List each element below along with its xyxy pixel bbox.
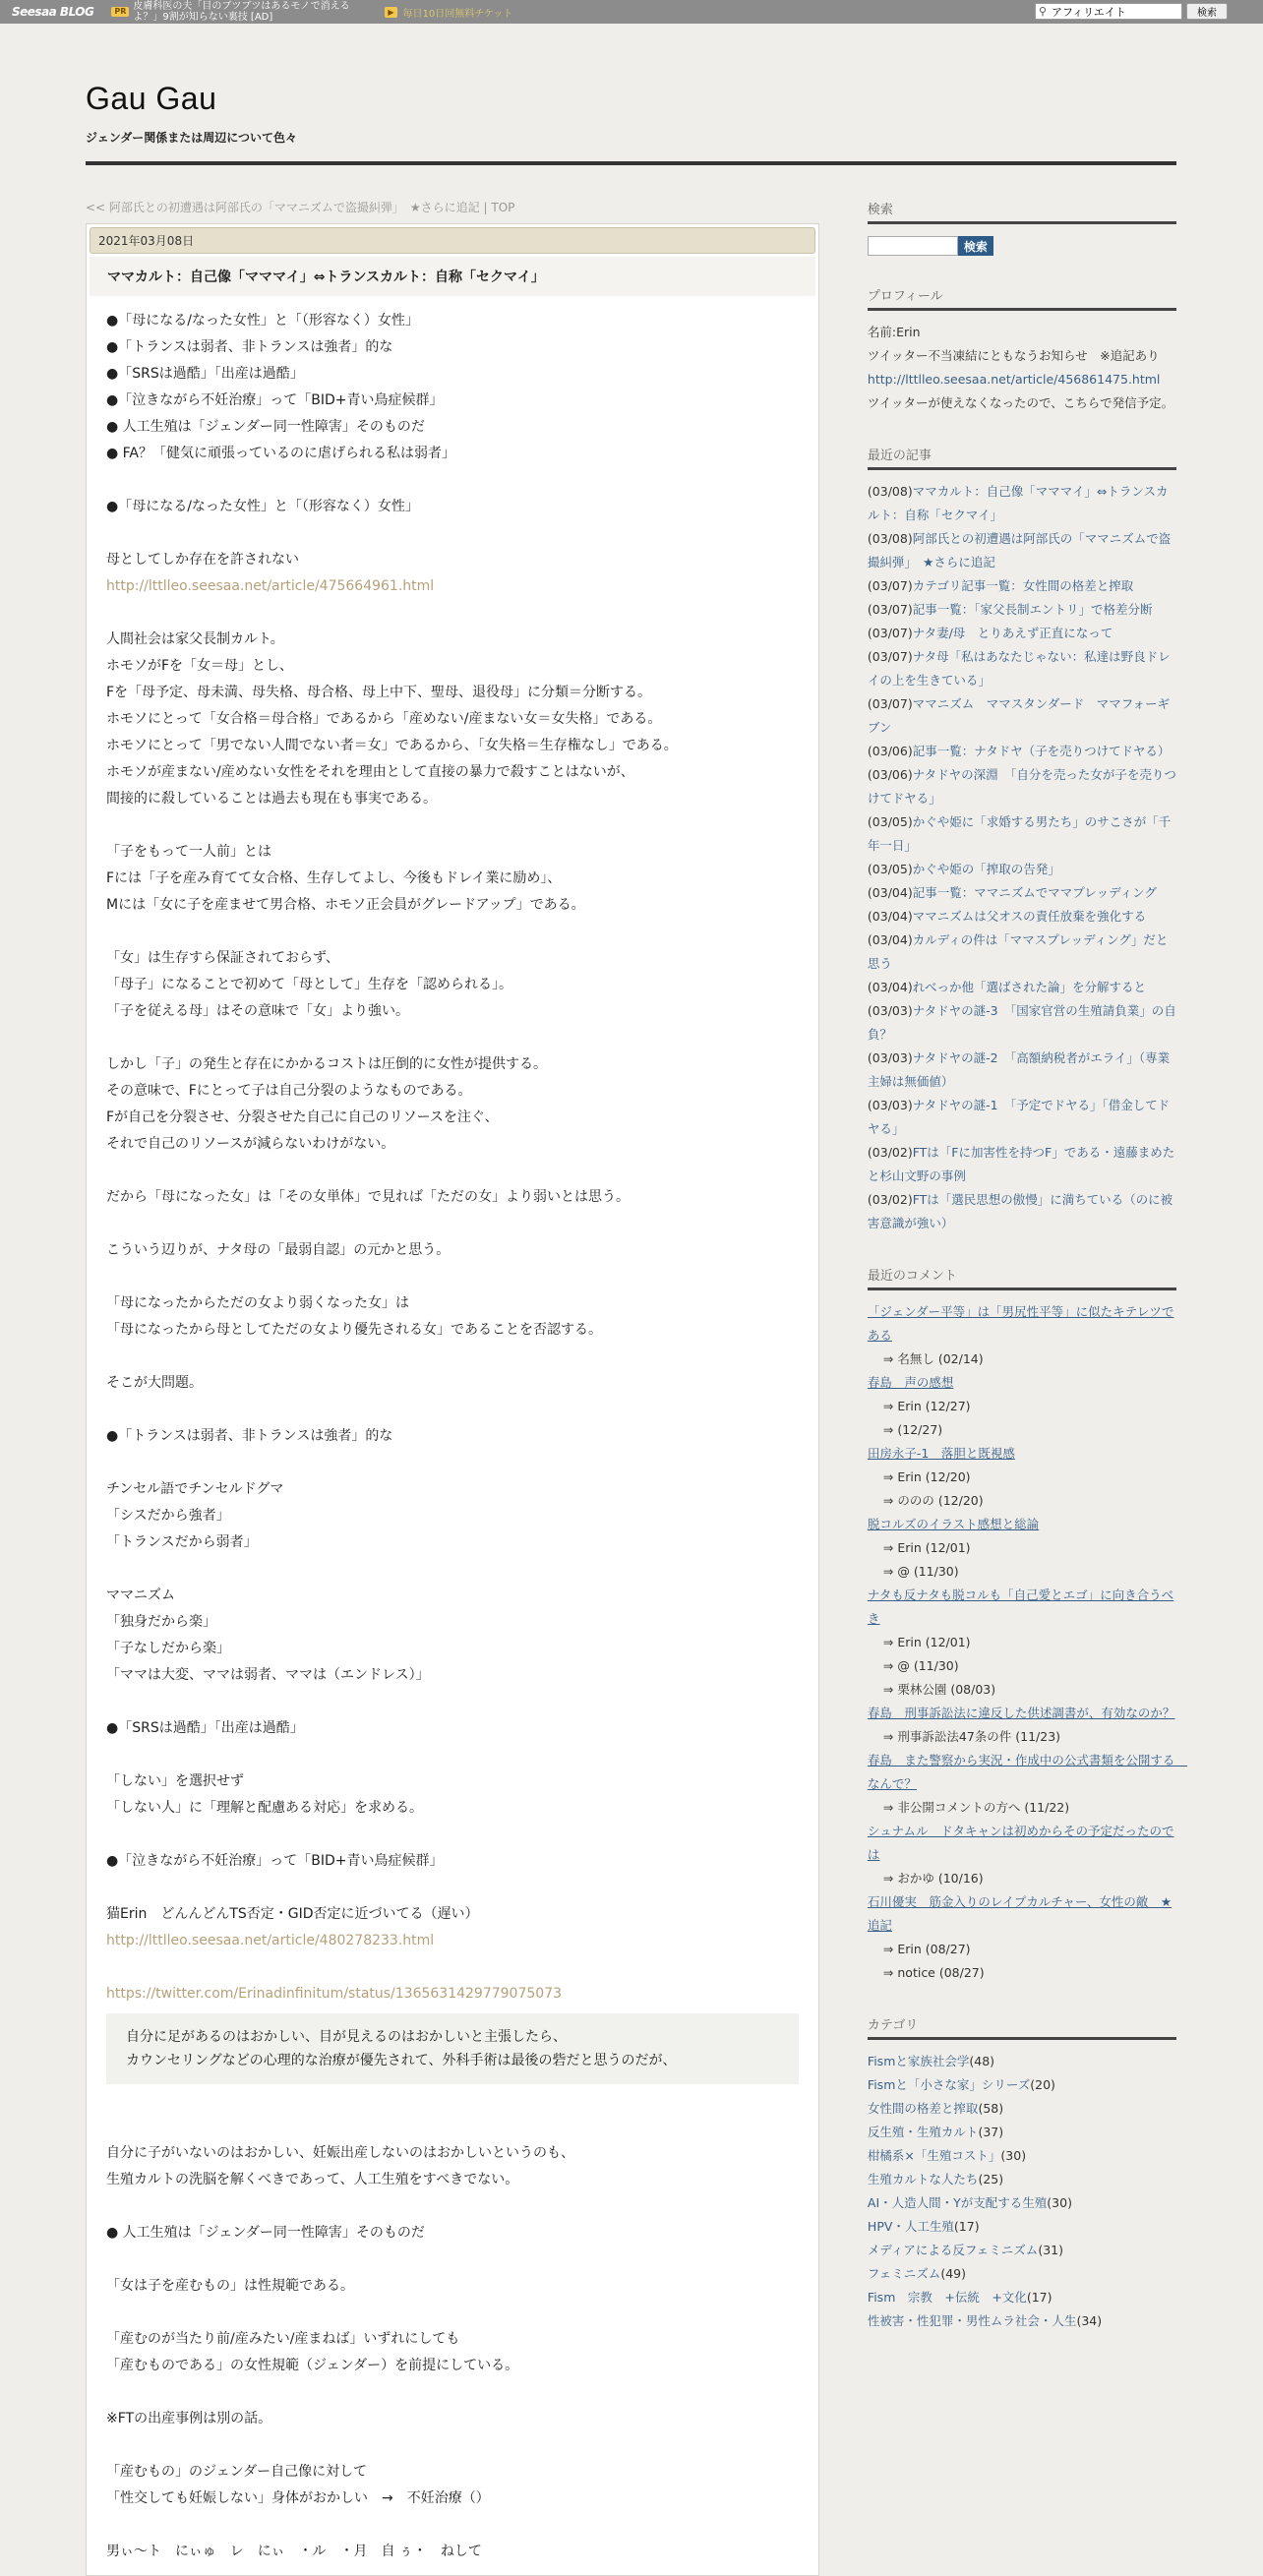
comment-item[interactable]: ⇒ 刑事訴訟法47条の件 (11/23) <box>882 1729 1061 1744</box>
recent-article-item <box>868 929 1176 976</box>
top-search <box>1035 3 1228 20</box>
article-date: (03/03) <box>867 1098 913 1112</box>
profile-note: ツイッター不当凍結にともなうお知らせ ※追記あり <box>867 348 1160 363</box>
category-link[interactable]: フェミニズム <box>867 2266 941 2281</box>
category-item <box>868 2239 1176 2262</box>
post-line: 「性交しても妊娠しない」身体がおかしい → 不妊治療（） <box>106 2490 490 2506</box>
post-lines <box>106 308 799 2007</box>
post-title[interactable]: ママカルト：自己像「マママイ」⇔トランスカルト：自称「セクマイ」 <box>90 257 815 296</box>
recent-article-item <box>868 1141 1176 1188</box>
site-title[interactable]: Gau Gau <box>86 81 217 116</box>
post-line: チンセル語でチンセルドグマ <box>106 1481 284 1497</box>
top-link[interactable]: TOP <box>491 201 515 214</box>
recent-article-item <box>868 645 1176 692</box>
prev-post-link[interactable]: << 阿部氏との初遭遇は阿部氏の「ママニズムで盗撮糾弾」 ★さらに追記 <box>86 201 480 214</box>
side-search-form <box>868 236 1176 256</box>
post-line: 「子をもって一人前」とは <box>106 844 271 860</box>
post-link-line <box>106 573 799 600</box>
sidebar <box>867 199 1187 2576</box>
post-line: Fが自己を分裂させ、分裂させた自己に自己のリソースを注ぐ、 <box>106 1109 499 1125</box>
post-line: そこが大問題。 <box>106 1375 203 1391</box>
post-line: 「女は子を産むもの」は性規範である。 <box>106 2278 354 2294</box>
post-line: ●「母になる/なった女性」と「（形容なく）女性」 <box>106 499 419 514</box>
article-date: (03/07) <box>867 626 913 640</box>
top-ad[interactable] <box>111 1 367 23</box>
post-link[interactable]: https://twitter.com/Erinadinfinitum/status/1365631429779075073 <box>106 1986 563 2002</box>
article-link[interactable]: 記事一覧：ママニズムでママプレッディング <box>912 885 1157 900</box>
blank-line <box>106 1211 799 1237</box>
comment-item[interactable]: ⇒ (12/27) <box>882 1422 943 1437</box>
post-lines-2 <box>106 2114 799 2565</box>
nav-separator: | <box>479 201 492 214</box>
category-item <box>868 2168 1176 2191</box>
article-link[interactable]: ナタドヤの謎-3 「国家官営の生殖請負業」の自負？ <box>867 1003 1176 1042</box>
blank-line <box>106 919 799 945</box>
categories-heading: カテゴリ <box>868 2014 1176 2040</box>
article-link[interactable]: FTは「Fに加害性を持つF」である・遠藤まめたと杉山文野の事例 <box>867 1145 1175 1183</box>
article-link[interactable]: かぐや姫の「搾取の告発」 <box>912 862 1060 876</box>
post-link[interactable]: http://lttlleo.seesaa.net/article/480278233.html <box>106 1933 435 1948</box>
side-search-input[interactable] <box>868 236 958 256</box>
blank-line <box>106 2247 799 2273</box>
post-line: ●「SRSは過酷」「出産は過酷」 <box>106 1720 304 1736</box>
category-item <box>868 2073 1176 2097</box>
profile-section <box>868 285 1176 415</box>
search-heading: 検索 <box>868 199 1176 224</box>
post-line: ●「泣きながら不妊治療」って「BID+青い鳥症候群」 <box>106 392 444 408</box>
article-date: (03/03) <box>867 1003 913 1018</box>
article-date: (03/04) <box>867 885 913 900</box>
main-column <box>86 199 819 2576</box>
comment-article-link[interactable]: 春島 声の感想 <box>867 1375 954 1390</box>
recent-article-item <box>868 1047 1176 1094</box>
blank-line <box>106 1556 799 1583</box>
post-line: こういう辺りが、ナタ母の「最弱自認」の元かと思う。 <box>106 1242 451 1258</box>
blank-line <box>106 812 799 839</box>
post-line: 「産むものである」の女性規範（ジェンダー）を前提にしている。 <box>106 2358 519 2373</box>
comment-item[interactable]: ⇒ 非公開コメントの方へ (11/22) <box>882 1800 1070 1815</box>
recent-article-item <box>868 598 1176 622</box>
category-count: (17) <box>953 2219 980 2234</box>
recent-article-item <box>868 810 1176 858</box>
article-date: (03/08) <box>867 531 913 546</box>
article-link[interactable]: ママニズム ママスタンダード ママフォーギブン <box>867 696 1171 735</box>
post-line: それで自己のリソースが減らないわけがない。 <box>106 1136 395 1152</box>
search-icon: ⚲ <box>1039 5 1048 18</box>
comment-item[interactable]: ⇒ 名無し (02/14) <box>882 1351 984 1366</box>
side-search-button[interactable]: 検索 <box>958 236 993 256</box>
article-link[interactable]: FTは「選民思想の傲慢」に満ちている（のに被害意識が強い） <box>867 1192 1173 1230</box>
article-link[interactable]: カルディの件は「ママスプレッディング」だと思う <box>867 932 1169 971</box>
comment-item[interactable]: ⇒ Erin (12/01) <box>882 1635 971 1649</box>
category-link[interactable]: HPV・人工生殖 <box>867 2219 954 2234</box>
post-line: Fには「子を産み育てて女合格、生存してよし、今後もドレイ業に励め」、 <box>106 870 562 886</box>
post-line: 人間社会は家父長制カルト。 <box>106 631 284 647</box>
blank-line <box>106 2512 799 2539</box>
post-line: 「トランスだから弱者」 <box>106 1534 258 1550</box>
post-line: 間接的に殺していることは過去も現在も事実である。 <box>106 791 437 807</box>
blank-line <box>106 2114 799 2140</box>
post-line: 「産むのが当たり前/産みたい/産まねば」いずれにしても <box>106 2331 460 2347</box>
post-line: ●「母になる/なった女性」と「（形容なく）女性」 <box>106 313 419 329</box>
post-line: 「子を従える母」はその意味で「女」より強い。 <box>106 1003 409 1019</box>
category-count: (17) <box>1026 2290 1052 2305</box>
comment-item[interactable]: ⇒ @ (11/30) <box>882 1564 959 1579</box>
post-date: 2021年03月08日 <box>90 227 815 254</box>
post-line: Mには「女に子を産ませて男合格、ホモソ正会員がグレードアップ」である。 <box>106 897 585 913</box>
blank-line <box>106 520 799 547</box>
category-item <box>868 2309 1176 2333</box>
ad-text-2[interactable]: 毎日10日回無料チケット <box>402 8 513 20</box>
comment-article-link[interactable]: ナタも反ナタも脱コルも「自己愛とエゴ」に向き合うべき <box>867 1588 1174 1626</box>
post-line: ホモソにとって「女合格＝母合格」であるから「産めない/産まない女＝女失格」である。 <box>106 711 662 727</box>
comment-article-link[interactable]: 脱コルズのイラスト感想と総論 <box>867 1517 1040 1531</box>
category-link[interactable]: メディアによる反フェミニズム <box>867 2243 1039 2257</box>
top-ad-2[interactable] <box>385 5 512 20</box>
category-item <box>868 2097 1176 2121</box>
category-link[interactable]: 女性間の格差と搾取 <box>867 2101 979 2116</box>
comment-item[interactable]: ⇒ notice (08/27) <box>882 1965 985 1980</box>
blank-line <box>106 467 799 494</box>
recent-article-item <box>868 999 1176 1047</box>
blank-line <box>106 1822 799 1848</box>
article-date: (03/07) <box>867 696 913 711</box>
recent-article-item <box>868 905 1176 929</box>
post-line: 母としてしか存在を許されない <box>106 552 299 568</box>
recent-article-item <box>868 622 1176 645</box>
comment-item[interactable]: ⇒ Erin (12/01) <box>882 1540 971 1555</box>
category-item <box>868 2144 1176 2168</box>
post-line: 自分に子がいないのはおかしい、妊娠出産しないのはおかしいというのも、 <box>106 2145 574 2161</box>
recent-article-item <box>868 1094 1176 1141</box>
post-line: 「女」は生存すら保証されておらず、 <box>106 950 339 966</box>
post-line: 男ぃ〜ト にぃゅ レ にぃ ・ル ・月 自 ぅ・ ねして <box>106 2544 482 2559</box>
post-line: ※FTの出産事例は別の話。 <box>106 2411 272 2426</box>
article-link[interactable]: 記事一覧：ナタドヤ（子を売りつけてドヤる） <box>912 744 1171 758</box>
post-line: ● 人工生殖は「ジェンダー同一性障害」そのものだ <box>106 2225 425 2241</box>
article-link[interactable]: ママカルト：自己像「マママイ」⇔トランスカルト：自称「セクマイ」 <box>867 484 1169 522</box>
article-date: (03/02) <box>867 1145 913 1160</box>
article-date: (03/08) <box>867 484 913 499</box>
category-count: (58) <box>978 2101 1004 2116</box>
article-link[interactable]: ナタドヤの深淵 「自分を売った女が子を売りつけてドヤる」 <box>867 767 1176 806</box>
post-line: 「子なしだから楽」 <box>106 1641 230 1656</box>
post-line: 生殖カルトの洗脳を解くべきであって、人工生殖をすべきでない。 <box>106 2172 519 2187</box>
quote-line: カウンセリングなどの心理的な治療が優先されて、外科手術は最後の砦だと思うのだが、 <box>126 2053 677 2068</box>
post-navigation <box>86 199 819 215</box>
category-link[interactable]: Fism 宗教 +伝統 +文化 <box>867 2290 1027 2305</box>
category-link[interactable]: 生殖カルトな人たち <box>867 2172 979 2187</box>
article-link[interactable]: ナタ母「私はあなたじゃない：私達は野良ドレイの上を生きている」 <box>867 649 1171 688</box>
post-line: 「母になったから母としてただの女より優先される女」であることを否認する。 <box>106 1322 602 1338</box>
category-count: (30) <box>1047 2195 1072 2210</box>
blank-line <box>106 1344 799 1370</box>
top-search-input[interactable] <box>1035 3 1182 20</box>
post-line: ● 人工生殖は「ジェンダー同一性障害」そのものだ <box>106 419 425 435</box>
recent-articles-section <box>868 445 1176 1235</box>
post-body <box>87 296 818 2575</box>
site-description: ジェンダー関係または周辺について色々 <box>86 131 298 145</box>
article-link[interactable]: かぐや姫に「求婚する男たち」のサこさが「千年一日」 <box>867 814 1172 853</box>
category-item <box>868 2262 1176 2286</box>
comment-article-link[interactable]: 石川優実 筋金入りのレイプカルチャー、女性の敵 ★追記 <box>867 1894 1173 1933</box>
article-date: (03/02) <box>867 1192 913 1207</box>
comment-article-link[interactable]: シュナムル ドタキャンは初めからその予定だったのでは <box>867 1824 1174 1862</box>
article-link[interactable]: ナタドヤの謎-2 「高額納税者がエライ」（専業主婦は無価値） <box>867 1050 1171 1089</box>
recent-article-item <box>868 527 1176 574</box>
post-line: 「産むもの」のジェンダー自己像に対して <box>106 2464 368 2480</box>
post-line: ●「泣きながら不妊治療」って「BID+青い鳥症候群」 <box>106 1853 444 1869</box>
post-line: 「しない人」に「理解と配慮ある対応」を求める。 <box>106 1800 423 1816</box>
comment-article-link[interactable]: 春島 また警察から実況・作成中の公式書類を公開する なんで？ <box>867 1753 1187 1791</box>
category-item <box>868 2121 1176 2144</box>
recent-article-item <box>868 574 1176 598</box>
category-count: (34) <box>1076 2313 1103 2328</box>
post-line: 猫Erin どんんどんTS否定・GID否定に近づいてる（遅い） <box>106 1906 479 1922</box>
post-line: ●「SRSは過酷」「出産は過酷」 <box>106 366 304 382</box>
article-date: (03/07) <box>867 578 913 593</box>
categories-section <box>868 2014 1176 2333</box>
post-line: ホモソがFを「女＝母」とし、 <box>106 658 294 674</box>
ad-badge: PR <box>111 7 129 18</box>
recent-comments-section <box>867 1265 1187 1985</box>
blank-line <box>106 2379 799 2406</box>
post-quote <box>106 2013 799 2084</box>
blank-line <box>106 1954 799 1981</box>
article-link[interactable]: れべっか他「選ばされた論」を分解すると <box>912 980 1146 994</box>
profile-link[interactable]: http://lttlleo.seesaa.net/article/456861475.html <box>867 372 1161 387</box>
comment-item[interactable]: ⇒ おかゆ (10/16) <box>882 1871 984 1886</box>
blank-line <box>106 1025 799 1051</box>
blank-line <box>106 1397 799 1423</box>
post-line: ● FA？「健気に頑張っているのに虐げられる私は弱者」 <box>106 446 456 461</box>
post-line: だから「母になった女」は「その女単体」で見れば「ただの女」より弱いとは思う。 <box>106 1189 630 1205</box>
post-line: 「母子」になることで初めて「母として」生存を「認められる」。 <box>106 977 512 992</box>
recent-article-item <box>868 740 1176 763</box>
post-line: ●「トランスは弱者、非トランスは強者」的な <box>106 339 393 355</box>
category-item <box>868 2191 1176 2215</box>
category-link[interactable]: 性被害・性犯罪・男性ムラ社会・人生 <box>867 2313 1077 2328</box>
recent-article-item <box>868 976 1176 999</box>
comment-item[interactable]: ⇒ 栗林公園 (08/03) <box>882 1682 996 1697</box>
blank-line <box>106 1875 799 1901</box>
post-line: 「シスだから強者」 <box>106 1508 230 1524</box>
post-line: 「しない」を選択せず <box>106 1773 244 1789</box>
seesaa-blog-logo[interactable]: Seesaa BLOG <box>12 5 94 19</box>
category-link[interactable]: 反生殖・生殖カルト <box>867 2125 979 2139</box>
blank-line <box>106 2300 799 2326</box>
recent-articles-heading: 最近の記事 <box>868 445 1176 470</box>
post-line: 「ママは大変、ママは弱者、ママは（エンドレス）」 <box>106 1667 430 1683</box>
side-search-section <box>868 199 1176 256</box>
category-item <box>868 2286 1176 2309</box>
profile-heading: プロフィール <box>868 285 1176 311</box>
comment-article-link[interactable]: 田房永子-1 落胆と既視感 <box>867 1446 1015 1461</box>
article-date: (03/04) <box>867 980 913 994</box>
article-date: (03/04) <box>867 932 913 947</box>
category-count: (49) <box>940 2266 966 2281</box>
article-date: (03/06) <box>867 744 913 758</box>
post-line: ホモソが産まない/産めない女性をそれを理由として直接の暴力で殺すことはないが、 <box>106 764 634 780</box>
comment-item[interactable]: ⇒ Erin (12/20) <box>882 1469 971 1484</box>
recent-article-item <box>868 692 1176 740</box>
article-date: (03/07) <box>867 602 913 617</box>
comment-item[interactable]: ⇒ @ (11/30) <box>882 1658 959 1673</box>
blank-line <box>106 1450 799 1476</box>
article-date: (03/05) <box>867 814 913 829</box>
post-line: ●「トランスは弱者、非トランスは強者」的な <box>106 1428 393 1444</box>
top-bar <box>0 0 1263 24</box>
profile-name: 名前:Erin <box>867 325 921 339</box>
blank-line <box>106 1689 799 1715</box>
recent-article-item <box>868 858 1176 881</box>
article-date: (03/04) <box>867 909 913 924</box>
article-date: (03/06) <box>867 767 913 782</box>
blank-line <box>106 1158 799 1184</box>
recent-article-item <box>868 881 1176 905</box>
comment-item[interactable]: ⇒ Erin (12/27) <box>882 1399 971 1413</box>
category-count: (30) <box>1000 2148 1027 2163</box>
comment-item[interactable]: ⇒ Erin (08/27) <box>882 1942 971 1956</box>
category-link[interactable]: Fismと「小さな家」シリーズ <box>867 2077 1031 2092</box>
profile-note-2: ツイッターが使えなくなったので、こちらで発信予定。 <box>867 395 1174 410</box>
category-item <box>868 2215 1176 2239</box>
ad-text[interactable]: 皮膚科医の夫「目のブツブツはあるモノで消えるよ？」9割が知らない裏技 [AD] <box>133 1 350 23</box>
recent-comments-heading: 最近のコメント <box>868 1265 1176 1290</box>
post-line: しかし「子」の発生と存在にかかるコストは圧倒的に女性が提供する。 <box>106 1056 547 1072</box>
profile-body <box>868 321 1176 415</box>
post-line: ママニズム <box>106 1588 175 1603</box>
category-link[interactable]: AI・人造人間・Yが支配する生殖 <box>867 2195 1048 2210</box>
category-count: (20) <box>1030 2077 1055 2092</box>
comment-item[interactable]: ⇒ ののの (12/20) <box>882 1493 984 1508</box>
recent-article-item <box>868 480 1176 527</box>
category-count: (31) <box>1038 2243 1063 2257</box>
category-count: (48) <box>969 2054 995 2068</box>
site-header <box>86 81 1176 165</box>
recent-article-item <box>868 763 1176 810</box>
post-line: Fを「母予定、母未満、母失格、母合格、母上中下、聖母、退役母」に分類＝分断する。 <box>106 685 652 700</box>
article-link[interactable]: 記事一覧：「家父長制エントリ」で格差分断 <box>912 602 1153 617</box>
category-count: (25) <box>978 2172 1004 2187</box>
blank-line <box>106 1742 799 1768</box>
content-wrap <box>86 199 1187 2576</box>
ticket-icon: ▶ <box>385 7 396 18</box>
category-count: (37) <box>978 2125 1004 2139</box>
post-line: その意味で、Fにとって子は自己分裂のようなものである。 <box>106 1083 472 1099</box>
article-link[interactable]: ナタドヤの謎-1 「予定でドヤる」「借金してドヤる」 <box>867 1098 1171 1136</box>
blank-line <box>106 2193 799 2220</box>
post-link[interactable]: http://lttlleo.seesaa.net/article/475664961.html <box>106 578 435 594</box>
article-link[interactable]: 阿部氏との初遭遇は阿部氏の「ママニズムで盗撮糾弾」 ★さらに追記 <box>867 531 1172 569</box>
post-line: 「独身だから楽」 <box>106 1614 216 1630</box>
article-link[interactable]: カテゴリ記事一覧：女性間の格差と搾取 <box>912 578 1134 593</box>
blank-line <box>106 1264 799 1290</box>
blank-line <box>106 600 799 627</box>
article-date: (03/03) <box>867 1050 913 1065</box>
post-link-line <box>106 1981 799 2007</box>
post-line: ホモソにとって「男でない人間でない者＝女」であるから、「女失格＝生存権なし」である。 <box>106 738 678 753</box>
blank-line <box>106 2432 799 2459</box>
quote-line: 自分に足があるのはおかしい、目が見えるのはおかしいと主張したら、 <box>126 2029 567 2045</box>
article-link[interactable]: ナタ妻/母 とりあえず正直になって <box>912 626 1113 640</box>
post-line: 「母になったからただの女より弱くなった女」は <box>106 1295 409 1311</box>
category-link[interactable]: Fismと家族社会学 <box>867 2054 970 2068</box>
category-link[interactable]: 柑橘系×「生殖コスト」 <box>867 2148 1001 2163</box>
recent-articles-list <box>868 480 1176 1235</box>
comment-article-link[interactable]: 春島 刑事訴訟法に違反した供述調書が、有効なのか？ <box>867 1706 1175 1720</box>
category-item <box>868 2050 1176 2073</box>
article-date: (03/05) <box>867 862 913 876</box>
recent-comments-list <box>867 1300 1187 1985</box>
top-search-button[interactable]: 検索 <box>1186 3 1228 20</box>
post <box>86 223 819 2576</box>
article-link[interactable]: ママニズムは父オスの責任放棄を強化する <box>912 909 1147 924</box>
categories-list <box>868 2050 1176 2333</box>
post-link-line <box>106 1928 799 1954</box>
article-date: (03/07) <box>867 649 913 664</box>
recent-article-item <box>868 1188 1176 1235</box>
comment-article-link[interactable]: 「ジェンダー平等」は「男尻性平等」に似たキテレツである <box>867 1304 1174 1343</box>
